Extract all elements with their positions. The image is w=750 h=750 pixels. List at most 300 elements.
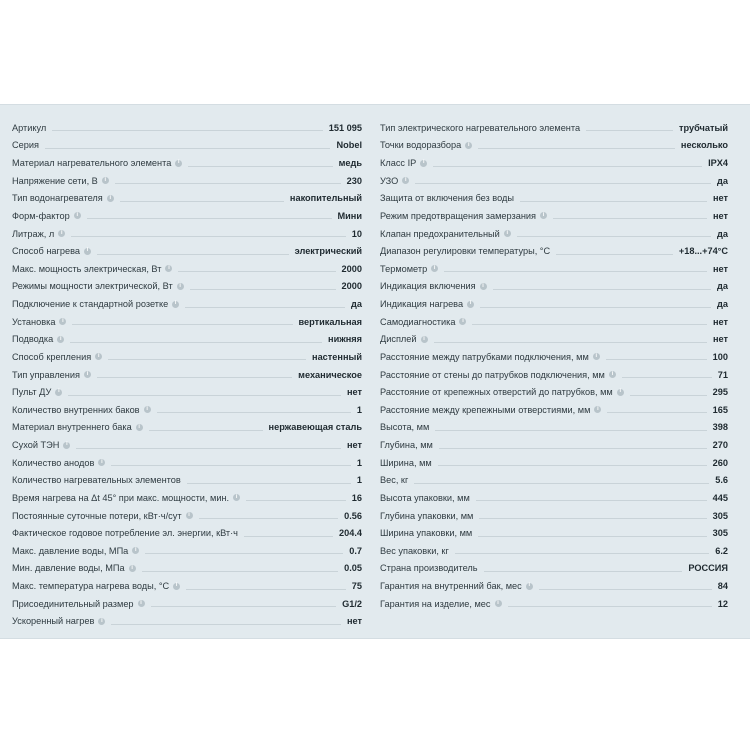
spec-label-group: [380, 528, 472, 538]
spec-row: [380, 348, 728, 366]
spec-label: Расстояние от крепежных отверстий до патрубков, мм: [380, 387, 613, 398]
spec-label: Серия: [12, 140, 39, 151]
info-icon[interactable]: i: [138, 600, 145, 607]
spec-row: [12, 242, 362, 260]
spec-label-group: [12, 422, 143, 432]
dotted-leader: [476, 500, 707, 501]
spec-value: медь: [338, 158, 362, 169]
spec-row: [380, 260, 728, 278]
info-icon[interactable]: i: [136, 424, 143, 431]
dotted-leader: [71, 236, 346, 237]
spec-label: Количество внутренних баков: [12, 404, 140, 415]
spec-label: Подключение к стандартной розетке: [12, 299, 169, 310]
spec-label-group: [12, 511, 193, 521]
spec-label-group: [12, 281, 184, 291]
dotted-leader: [187, 483, 351, 484]
spec-label: Расстояние от стены до патрубков подключения, мм: [380, 369, 605, 380]
spec-row: [12, 313, 362, 331]
info-icon[interactable]: i: [129, 565, 136, 572]
spec-label-group: [380, 246, 550, 256]
dotted-leader: [606, 359, 707, 360]
spec-label-group: [12, 211, 81, 221]
dotted-leader: [145, 553, 343, 554]
spec-value: 84: [717, 581, 728, 592]
spec-value: механическое: [298, 369, 362, 380]
info-icon[interactable]: i: [59, 318, 66, 325]
info-icon[interactable]: i: [593, 353, 600, 360]
dotted-leader: [444, 271, 707, 272]
spec-value: 100: [712, 351, 728, 362]
spec-label-group: [12, 546, 139, 556]
spec-value: 151 095: [328, 122, 362, 133]
info-icon[interactable]: i: [63, 442, 70, 449]
spec-label-group: [12, 581, 180, 591]
info-icon[interactable]: i: [467, 301, 474, 308]
info-icon[interactable]: i: [459, 318, 466, 325]
spec-value: нижняя: [328, 334, 362, 345]
spec-row: [380, 190, 728, 208]
spec-row: [12, 295, 362, 313]
info-icon[interactable]: i: [98, 618, 105, 625]
info-icon[interactable]: i: [57, 336, 64, 343]
spec-column-left: [12, 119, 362, 630]
spec-row: [380, 454, 728, 472]
spec-label-group: [380, 511, 473, 521]
dotted-leader: [622, 377, 712, 378]
spec-label: Сухой ТЭН: [12, 440, 60, 451]
spec-label-group: [12, 229, 65, 239]
spec-row: [380, 383, 728, 401]
dotted-leader: [185, 307, 345, 308]
spec-label: Подводка: [12, 334, 54, 345]
spec-label-group: [12, 528, 238, 538]
spec-row: [12, 383, 362, 401]
info-icon[interactable]: i: [420, 160, 427, 167]
info-icon[interactable]: i: [107, 195, 114, 202]
spec-label: Количество анодов: [12, 457, 95, 468]
spec-value: 10: [351, 228, 362, 239]
dotted-leader: [244, 536, 333, 537]
spec-row: [380, 436, 728, 454]
dotted-leader: [115, 183, 341, 184]
info-icon[interactable]: i: [186, 512, 193, 519]
spec-label: Макс. температура нагрева воды, °С: [12, 581, 170, 592]
spec-value: IPX4: [708, 158, 728, 169]
spec-label: Расстояние между патрубками подключения, мм: [380, 351, 589, 362]
spec-label-group: [12, 563, 136, 573]
spec-value: Мини: [337, 210, 362, 221]
spec-label-group: [380, 299, 474, 309]
spec-value: 270: [712, 440, 728, 451]
dotted-leader: [415, 183, 711, 184]
spec-row: [380, 577, 728, 595]
spec-label: Артикул: [12, 122, 47, 133]
info-icon[interactable]: i: [95, 353, 102, 360]
spec-label-group: [380, 140, 472, 150]
info-icon[interactable]: i: [465, 142, 472, 149]
info-icon[interactable]: i: [504, 230, 511, 237]
spec-row: [12, 419, 362, 437]
spec-column-right: [380, 119, 728, 613]
dotted-leader: [157, 412, 351, 413]
spec-label: Расстояние между крепежными отверстиями, мм: [380, 404, 591, 415]
spec-row: [380, 137, 728, 155]
dotted-leader: [111, 624, 341, 625]
dotted-leader: [553, 218, 707, 219]
spec-label: Форм-фактор: [12, 210, 70, 221]
spec-label-group: [380, 440, 433, 450]
spec-row: [380, 119, 728, 137]
spec-value: 295: [712, 387, 728, 398]
dotted-leader: [186, 589, 346, 590]
dotted-leader: [151, 606, 337, 607]
spec-row: [12, 172, 362, 190]
spec-label-group: [12, 140, 39, 150]
spec-value: 260: [712, 457, 728, 468]
spec-label-group: [380, 317, 466, 327]
spec-row: [12, 260, 362, 278]
spec-value: +18...+74°С: [678, 246, 728, 257]
spec-label: Установка: [12, 316, 56, 327]
dotted-leader: [520, 201, 707, 202]
spec-value: G1/2: [342, 598, 362, 609]
spec-label-group: [12, 246, 91, 256]
spec-label: Ширина упаковки, мм: [380, 528, 473, 539]
spec-row: [380, 366, 728, 384]
spec-label-group: [12, 475, 181, 485]
spec-value: да: [717, 175, 728, 186]
spec-value: 1: [356, 457, 362, 468]
spec-row: [12, 225, 362, 243]
spec-row: [12, 348, 362, 366]
spec-label: Тип электрического нагревательного элемента: [380, 122, 581, 133]
spec-value: 2000: [341, 263, 362, 274]
spec-row: [380, 154, 728, 172]
spec-label-group: [12, 193, 114, 203]
info-icon[interactable]: i: [84, 371, 91, 378]
spec-row: [12, 613, 362, 631]
dotted-leader: [630, 395, 707, 396]
spec-value: 1: [356, 475, 362, 486]
spec-row: [380, 242, 728, 260]
spec-label-group: [380, 352, 600, 362]
info-icon[interactable]: i: [421, 336, 428, 343]
spec-label: Макс. давление воды, МПа: [12, 545, 129, 556]
info-icon[interactable]: i: [402, 177, 409, 184]
spec-label: Тип водонагревателя: [12, 193, 103, 204]
dotted-leader: [439, 448, 707, 449]
dotted-leader: [149, 430, 263, 431]
spec-value: 0.7: [349, 545, 362, 556]
spec-label: Индикация нагрева: [380, 299, 464, 310]
spec-label: Клапан предохранительный: [380, 228, 500, 239]
spec-row: [12, 366, 362, 384]
spec-label: Термометр: [380, 263, 428, 274]
spec-label-group: [380, 563, 478, 573]
spec-label: Способ крепления: [12, 351, 92, 362]
dotted-leader: [472, 324, 706, 325]
spec-label-group: [380, 264, 438, 274]
spec-value: нет: [712, 334, 728, 345]
spec-value: 1: [356, 404, 362, 415]
info-icon[interactable]: i: [594, 406, 601, 413]
info-icon[interactable]: i: [173, 583, 180, 590]
spec-label-group: [380, 281, 487, 291]
spec-value: накопительный: [289, 193, 362, 204]
spec-label: Вес, кг: [380, 475, 409, 486]
spec-label: Мин. давление воды, МПа: [12, 563, 125, 574]
spec-label: Защита от включения без воды: [380, 193, 514, 204]
spec-value: 445: [712, 492, 728, 503]
spec-label-group: [12, 616, 105, 626]
spec-label-group: [380, 176, 409, 186]
spec-row: [380, 560, 728, 578]
spec-label-group: [12, 599, 145, 609]
spec-row: [12, 119, 362, 137]
spec-row: [380, 207, 728, 225]
spec-row: [12, 472, 362, 490]
spec-value: 230: [346, 175, 362, 186]
dotted-leader: [478, 148, 675, 149]
info-icon[interactable]: i: [617, 389, 624, 396]
spec-label: Макс. мощность электрическая, Вт: [12, 263, 162, 274]
spec-value: вертикальная: [298, 316, 362, 327]
spec-value: несколько: [680, 140, 728, 151]
spec-row: [12, 190, 362, 208]
spec-label: Глубина упаковки, мм: [380, 510, 474, 521]
dotted-leader: [178, 271, 335, 272]
spec-label: Самодиагностика: [380, 316, 456, 327]
spec-row: [380, 595, 728, 613]
spec-row: [12, 137, 362, 155]
info-icon[interactable]: i: [540, 212, 547, 219]
spec-label-group: [380, 422, 429, 432]
spec-label-group: [12, 176, 109, 186]
spec-value: 398: [712, 422, 728, 433]
spec-label-group: [380, 334, 428, 344]
spec-label: Высота упаковки, мм: [380, 492, 470, 503]
spec-value: 75: [351, 581, 362, 592]
dotted-leader: [556, 254, 673, 255]
spec-label-group: [12, 370, 91, 380]
spec-label: Литраж, л: [12, 228, 55, 239]
spec-sheet: [0, 104, 750, 639]
spec-row: [380, 489, 728, 507]
info-icon[interactable]: i: [84, 248, 91, 255]
spec-label: Индикация включения: [380, 281, 476, 292]
spec-value: да: [717, 281, 728, 292]
spec-label-group: [12, 264, 172, 274]
spec-value: нет: [346, 440, 362, 451]
dotted-leader: [493, 289, 711, 290]
spec-value: нет: [712, 316, 728, 327]
spec-label-group: [380, 581, 533, 591]
spec-value: РОССИЯ: [688, 563, 728, 574]
info-icon[interactable]: i: [144, 406, 151, 413]
spec-row: [12, 278, 362, 296]
spec-value: нет: [712, 210, 728, 221]
spec-row: [12, 436, 362, 454]
info-icon[interactable]: i: [609, 371, 616, 378]
dotted-leader: [120, 201, 284, 202]
dotted-leader: [586, 130, 673, 131]
dotted-leader: [438, 465, 707, 466]
spec-value: 305: [712, 510, 728, 521]
dotted-leader: [517, 236, 711, 237]
spec-value: нержавеющая сталь: [268, 422, 362, 433]
spec-value: электрический: [294, 246, 362, 257]
dotted-leader: [508, 606, 712, 607]
spec-value: нет: [712, 263, 728, 274]
spec-label: Режимы мощности электрической, Вт: [12, 281, 173, 292]
spec-label-group: [380, 475, 408, 485]
spec-row: [12, 331, 362, 349]
dotted-leader: [188, 166, 332, 167]
dotted-leader: [455, 553, 709, 554]
spec-label-group: [12, 334, 64, 344]
spec-row: [380, 278, 728, 296]
dotted-leader: [52, 130, 323, 131]
info-icon[interactable]: i: [58, 230, 65, 237]
spec-row: [380, 313, 728, 331]
info-icon[interactable]: i: [172, 301, 179, 308]
info-icon[interactable]: i: [132, 547, 139, 554]
info-icon[interactable]: i: [177, 283, 184, 290]
spec-row: [380, 401, 728, 419]
dotted-leader: [435, 430, 706, 431]
info-icon[interactable]: i: [74, 212, 81, 219]
spec-label-group: [380, 599, 502, 609]
spec-value: 305: [712, 528, 728, 539]
spec-row: [12, 595, 362, 613]
dotted-leader: [72, 324, 292, 325]
spec-label: Глубина, мм: [380, 440, 433, 451]
dotted-leader: [480, 307, 711, 308]
info-icon[interactable]: i: [55, 389, 62, 396]
info-icon[interactable]: i: [98, 459, 105, 466]
dotted-leader: [111, 465, 351, 466]
spec-label: Точки водоразбора: [380, 140, 462, 151]
spec-label-group: [380, 493, 470, 503]
spec-row: [12, 542, 362, 560]
dotted-leader: [76, 448, 341, 449]
spec-value: настенный: [312, 351, 362, 362]
dotted-leader: [70, 342, 322, 343]
spec-row: [380, 507, 728, 525]
dotted-leader: [45, 148, 331, 149]
spec-label: Постоянные суточные потери, кВт·ч/сут: [12, 510, 182, 521]
dotted-leader: [414, 483, 709, 484]
spec-row: [12, 207, 362, 225]
spec-row: [380, 472, 728, 490]
spec-value: 6.2: [715, 545, 728, 556]
spec-row: [12, 524, 362, 542]
info-icon[interactable]: i: [102, 177, 109, 184]
spec-label: Гарантия на внутренний бак, мес: [380, 581, 522, 592]
spec-label: Класс IP: [380, 158, 417, 169]
spec-label: Тип управления: [12, 369, 80, 380]
spec-value: 2000: [341, 281, 362, 292]
spec-label-group: [12, 458, 105, 468]
dotted-leader: [142, 571, 339, 572]
spec-label: Высота, мм: [380, 422, 430, 433]
spec-row: [380, 419, 728, 437]
spec-row: [12, 154, 362, 172]
spec-value: 0.56: [344, 510, 362, 521]
spec-row: [380, 172, 728, 190]
spec-row: [12, 507, 362, 525]
dotted-leader: [484, 571, 683, 572]
spec-row: [380, 331, 728, 349]
dotted-leader: [199, 518, 339, 519]
dotted-leader: [478, 536, 706, 537]
spec-value: 204.4: [339, 528, 362, 539]
spec-label: Напряжение сети, В: [12, 175, 98, 186]
spec-label-group: [12, 158, 182, 168]
spec-label-group: [380, 193, 514, 203]
spec-value: Nobel: [336, 140, 362, 151]
spec-label-group: [12, 317, 66, 327]
info-icon[interactable]: i: [165, 265, 172, 272]
spec-label-group: [380, 546, 449, 556]
info-icon[interactable]: i: [526, 583, 533, 590]
spec-label: Гарантия на изделие, мес: [380, 598, 491, 609]
spec-label: УЗО: [380, 175, 399, 186]
info-icon[interactable]: i: [431, 265, 438, 272]
spec-value: 165: [712, 404, 728, 415]
info-icon[interactable]: i: [175, 160, 182, 167]
dotted-leader: [87, 218, 332, 219]
spec-value: да: [717, 299, 728, 310]
spec-label: Материал внутреннего бака: [12, 422, 132, 433]
spec-value: нет: [346, 616, 362, 627]
spec-row: [12, 454, 362, 472]
dotted-leader: [108, 359, 306, 360]
spec-label: Вес упаковки, кг: [380, 545, 449, 556]
info-icon[interactable]: i: [480, 283, 487, 290]
spec-value: нет: [346, 387, 362, 398]
spec-label-group: [380, 370, 616, 380]
dotted-leader: [479, 518, 706, 519]
spec-label-group: [12, 387, 62, 397]
spec-label: Пульт ДУ: [12, 387, 52, 398]
spec-label: Режим предотвращения замерзания: [380, 210, 537, 221]
dotted-leader: [68, 395, 341, 396]
spec-label-group: [380, 123, 580, 133]
spec-label: Страна производитель: [380, 563, 478, 574]
spec-label-group: [380, 158, 427, 168]
spec-row: [380, 295, 728, 313]
spec-row: [380, 524, 728, 542]
spec-label-group: [12, 493, 240, 503]
spec-row: [380, 542, 728, 560]
spec-label-group: [380, 458, 432, 468]
spec-label-group: [12, 299, 179, 309]
spec-label-group: [12, 352, 102, 362]
spec-value: нет: [712, 193, 728, 204]
info-icon[interactable]: i: [495, 600, 502, 607]
spec-row: [12, 401, 362, 419]
dotted-leader: [434, 342, 707, 343]
dotted-leader: [97, 254, 289, 255]
spec-value: трубчатый: [679, 122, 728, 133]
spec-label-group: [380, 229, 511, 239]
info-icon[interactable]: i: [233, 494, 240, 501]
spec-value: да: [351, 299, 362, 310]
spec-label-group: [12, 405, 151, 415]
spec-row: [380, 225, 728, 243]
spec-label-group: [12, 123, 46, 133]
